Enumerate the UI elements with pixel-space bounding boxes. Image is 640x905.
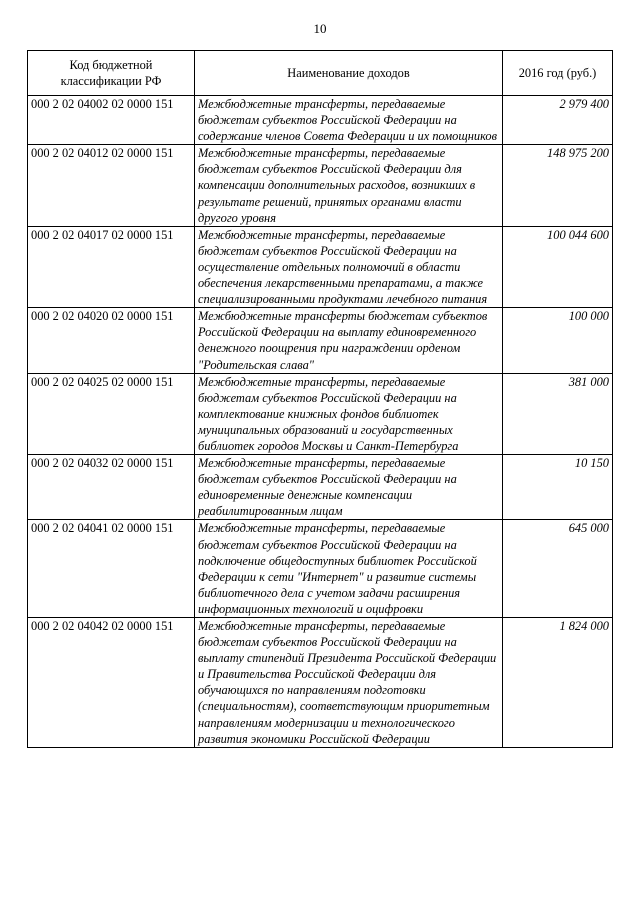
table-row [28, 520, 613, 618]
header-name: Наименование доходов [195, 51, 503, 96]
row-code: 000 2 02 04002 02 0000 151 [28, 96, 195, 145]
row-code: 000 2 02 04020 02 0000 151 [28, 308, 195, 373]
row-name: Межбюджетные трансферты бюджетам субъектов Российской Федерации на выплату единовременного денежного поощрения при награждении орденом "Родительская слава" [195, 308, 503, 373]
row-amount: 10 150 [503, 455, 613, 520]
row-amount: 2 979 400 [503, 96, 613, 145]
row-name: Межбюджетные трансферты, передаваемые бюджетам субъектов Российской Федерации на содержание членов Совета Федерации и их помощников [195, 96, 503, 145]
table-row [28, 308, 613, 373]
row-amount: 100 000 [503, 308, 613, 373]
row-name: Межбюджетные трансферты, передаваемые бюджетам субъектов Российской Федерации на единовременные денежные компенсации реабилитированным лицам [195, 455, 503, 520]
table-row [28, 145, 613, 226]
table-row [28, 618, 613, 748]
row-code: 000 2 02 04017 02 0000 151 [28, 226, 195, 307]
row-code: 000 2 02 04042 02 0000 151 [28, 618, 195, 748]
page-number: 10 [313, 21, 327, 36]
row-amount: 645 000 [503, 520, 613, 618]
row-code: 000 2 02 04012 02 0000 151 [28, 145, 195, 226]
table-row [28, 373, 613, 454]
row-code: 000 2 02 04032 02 0000 151 [28, 455, 195, 520]
row-amount: 148 975 200 [503, 145, 613, 226]
revenue-table [27, 50, 613, 748]
header-code: Код бюджетной классификации РФ [28, 51, 195, 96]
table-header-row [28, 51, 613, 96]
table-row [28, 226, 613, 307]
row-amount: 381 000 [503, 373, 613, 454]
header-amount: 2016 год (руб.) [503, 51, 613, 96]
row-name: Межбюджетные трансферты, передаваемые бюджетам субъектов Российской Федерации на подключение общедоступных библиотек Российской Федерации к сети "Интернет" и развитие системы библиотечного дела с учетом задачи расширения информационных технологий и оцифровки [195, 520, 503, 618]
row-code: 000 2 02 04041 02 0000 151 [28, 520, 195, 618]
row-code: 000 2 02 04025 02 0000 151 [28, 373, 195, 454]
table-row [28, 96, 613, 145]
row-name: Межбюджетные трансферты, передаваемые бюджетам субъектов Российской Федерации на осуществление отдельных полномочий в области обеспечения лекарственными препаратами, а также специализированными продуктами лечебного питания [195, 226, 503, 307]
row-amount: 100 044 600 [503, 226, 613, 307]
row-name: Межбюджетные трансферты, передаваемые бюджетам субъектов Российской Федерации для компенсации дополнительных расходов, возникших в результате решений, принятых органами власти другого уровня [195, 145, 503, 226]
row-amount: 1 824 000 [503, 618, 613, 748]
row-name: Межбюджетные трансферты, передаваемые бюджетам субъектов Российской Федерации на комплектование книжных фондов библиотек муниципальных образований и государственных библиотек городов Москвы и Санкт-Петербурга [195, 373, 503, 454]
row-name: Межбюджетные трансферты, передаваемые бюджетам субъектов Российской Федерации на выплату стипендий Президента Российской Федерации и Правительства Российской Федерации для обучающихся по направлениям подготовки (специальностям), соответствующим приоритетным направлениям модернизации и технологического развития экономики Российской Федерации [195, 618, 503, 748]
table-row [28, 455, 613, 520]
